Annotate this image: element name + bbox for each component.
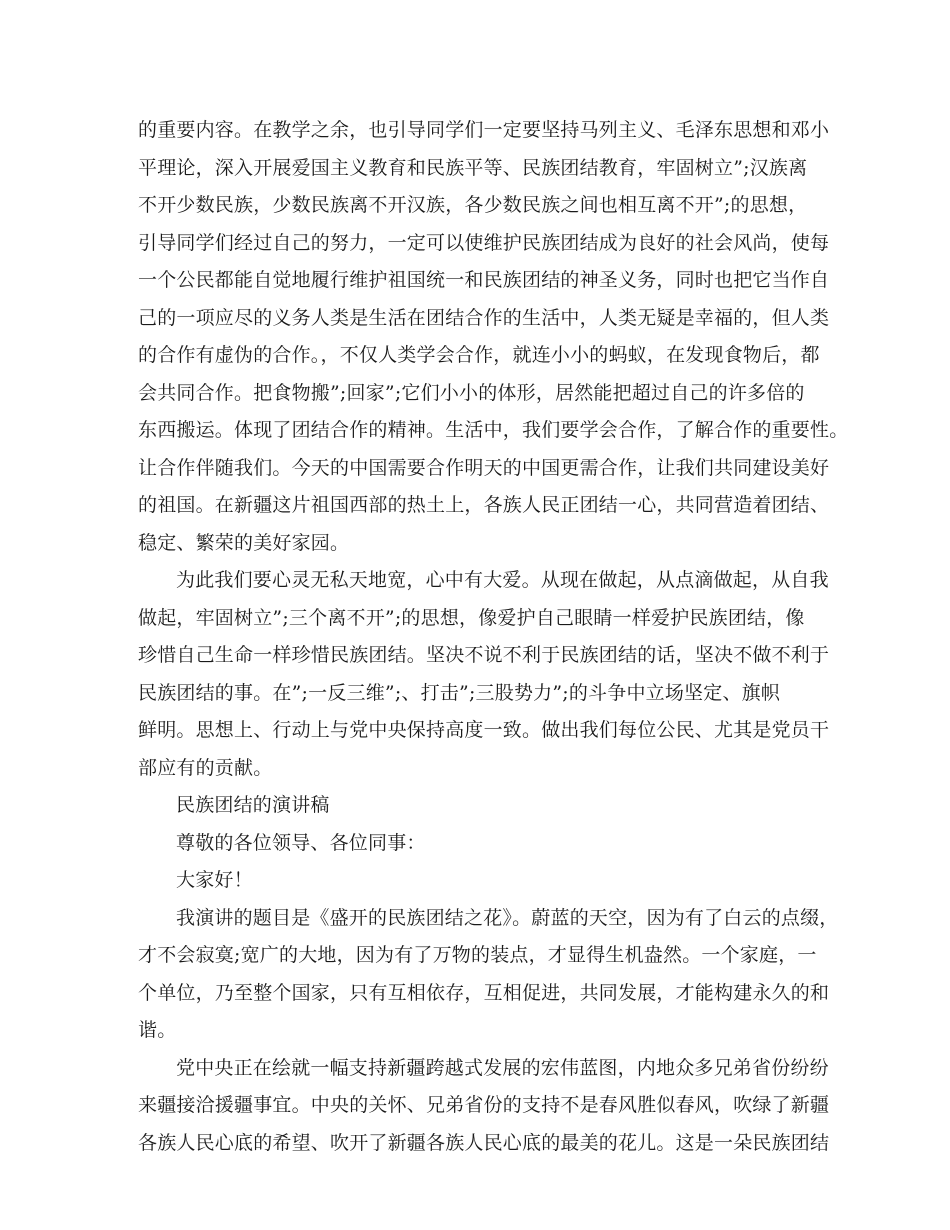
text-line: 会共同合作。把食物搬”;回家”;它们小小的体形，居然能把超过自己的许多倍的: [138, 381, 805, 404]
text-line: 珍惜自己生命一样珍惜民族团结。坚决不说不利于民族团结的话，坚决不做不利于: [138, 644, 830, 666]
text-line: 不开少数民族，少数民族离不开汉族，各少数民族之间也相互离不开”;的思想，: [138, 194, 808, 216]
text-line: 民族团结的演讲稿: [176, 794, 330, 816]
text-line: 尊敬的各位领导、各位同事：: [176, 831, 426, 854]
text-line: 谐。: [138, 1019, 177, 1041]
document-body: [138, 112, 849, 1162]
text-line: 部应有的贡献。: [138, 756, 273, 779]
text-line: 做起，牢固树立”;三个离不开”;的思想，像爱护自己眼睛一样爱护民族团结，像: [138, 606, 805, 629]
text-line: 的合作有虚伪的合作。，不仅人类学会合作，就连小小的蚂蚁，在发现食物后，都: [138, 344, 820, 366]
text-line: 来疆接洽援疆事宜。中央的关怀、兄弟省份的支持不是春风胜似春风，吹绿了新疆: [138, 1094, 830, 1116]
paragraph: [138, 862, 828, 900]
text-line: 一个公民都能自觉地履行维护祖国统一和民族团结的神圣义务，同时也把它当作自: [138, 269, 830, 291]
text-line: 稳定、繁荣的美好家园。: [138, 531, 350, 554]
text-line: 引导同学们经过自己的努力，一定可以使维护民族团结成为良好的社会风尚，使每: [138, 231, 830, 254]
text-line: 我演讲的题目是《盛开的民族团结之花》。蔚蓝的天空，因为有了白云的点缀，: [176, 906, 839, 929]
text-line: 东西搬运。体现了团结合作的精神。生活中，我们要学会合作，了解合作的重要性。: [138, 419, 849, 441]
text-line: 党中央正在绘就一幅支持新疆跨越式发展的宏伟蓝图，内地众多兄弟省份纷纷: [176, 1056, 829, 1079]
paragraph: [138, 787, 828, 825]
text-line: 才不会寂寞;宽广的大地，因为有了万物的装点，才显得生机盎然。一个家庭，一: [138, 944, 817, 966]
paragraph: [138, 1050, 828, 1163]
text-line: 个单位，乃至整个国家，只有互相依存，互相促进，共同发展，才能构建永久的和: [138, 981, 830, 1004]
paragraph: [138, 825, 828, 863]
text-line: 大家好！: [176, 869, 253, 891]
text-line: 己的一项应尽的义务人类是生活在团结合作的生活中，人类无疑是幸福的，但人类: [138, 306, 830, 329]
text-line: 让合作伴随我们。今天的中国需要合作明天的中国更需合作，让我们共同建设美好: [138, 456, 830, 479]
paragraph: [138, 900, 839, 1050]
text-line: 各族人民心底的希望、吹开了新疆各族人民心底的最美的花儿。这是一朵民族团结: [138, 1131, 830, 1154]
text-line: 民族团结的事。在”;一反三维”;、打击”;三股势力”;的斗争中立场坚定、旗帜: [138, 681, 781, 704]
text-line: 鲜明。思想上、行动上与党中央保持高度一致。做出我们每位公民、尤其是党员干: [138, 719, 830, 741]
paragraph: [138, 562, 828, 787]
text-line: 为此我们要心灵无私天地宽，心中有大爱。从现在做起，从点滴做起，从自我: [176, 569, 829, 591]
text-line: 的重要内容。在教学之余，也引导同学们一定要坚持马列主义、毛泽东思想和邓小: [138, 119, 830, 141]
text-line: 平理论，深入开展爱国主义教育和民族平等、民族团结教育，牢固树立”;汉族离: [138, 156, 808, 179]
paragraph: [138, 112, 849, 562]
text-line: 的祖国。在新疆这片祖国西部的热土上，各族人民正团结一心，共同营造着团结、: [138, 494, 830, 516]
